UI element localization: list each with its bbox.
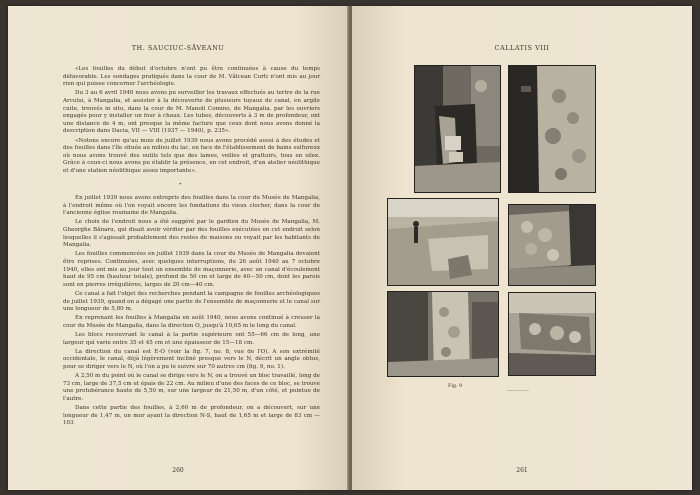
page-number: 261 — [516, 467, 528, 474]
right-page — [352, 6, 692, 490]
paragraph: Les blocs recouvrant le canal à la partie supérieure ont 55—66 cm de long, une largeur qui varie entre 35 et 45 cm et une épaisseur de 15—18 cm. — [63, 332, 320, 346]
excavation-photo-1 — [414, 65, 501, 193]
paragraph: Du 3 au 6 avril 1940 nous avons pu surveiller les travaux effectués au tertre de la rue Arcului, à Mangalia, et assister à la découverte de plusieurs tuyaux de canal, en argile cuite, trouvés in situ, dans la cour de M. Manoli Comino, de Mangalia, par les ouvriers engagés pour y installer un four à chaux. Les tubes, découverts à 3 m de profondeur, ont une distance de 4 m, ont presque la même facture que ceux dont nous avons donné la description dans Dacia, VII — VIII (1937 — 1940), p. 235». — [63, 90, 320, 135]
excavation-photo-6 — [508, 292, 596, 376]
paragraph: En juillet 1939 nous avons entrepris des fouilles dans la cour du Musée de Mangalia, à l'endroit même où l'on voyait encore les fondations du vieux clocher, dans la cour de l'ancienne église roumaine de Mangalia. — [63, 195, 320, 217]
left-page — [8, 6, 348, 490]
paragraph: La direction du canal est E-O (voir la fig. 7, no. 8, vue de l'O). A son extrémité occidentale, le canal, déjà légèrement incliné presque vers le N, décrit un angle obtus, pour se diriger vers le N, où l'on a pu le suivre sur 70 autres cm (fig. 9, no. 1). — [63, 348, 320, 371]
text-block-top — [63, 66, 320, 177]
excavation-photo-4 — [508, 204, 596, 286]
text-block-bottom — [63, 195, 320, 430]
paragraph: Ce canal a fait l'objet des recherches pendant la campagne de fouilles archéologiques de juillet 1939, quand on a dégagé une partie de l'ensemble de maçonnerie et le canal sur une longueur de 5,80 m. — [63, 290, 320, 313]
excavation-photo-5 — [387, 291, 499, 377]
page-number: 260 — [172, 467, 184, 474]
paragraph: «Notons encore qu'au mois de juillet 1939 nous avons procédé aussi à des études et des fouilles dans l'île située au milieu du lac, en face de l'établissement de bains sulfureux où nous avons trouvé des outils tels que des lames, veilles et grattoirs, tous en silex. Grâce à ceux-ci nous avons pu établir la présence, en cet endroit, d'un atelier néolithique et d'une station néolithique assez importante». — [63, 137, 320, 174]
paragraph: Le choix de l'endroit nous a été suggéré par le gardien du Musée de Mangalia, M. Gheorghe Bănaru, qui disait avoir vérifier par des fouilles exécutées en cet endroit selon lesquelles il s'agissait probablement des restes de maisons ou voyait par les habitants de Mangalia. — [63, 219, 320, 249]
paragraph: Les fouilles commencées en juillet 1939 dans la cour du Musée de Mangalia devaient être reprises. Continuées, avec quelques interruptions, du 26 août 1940 au 7 octobre 1940, elles ont mis au jour tout un ensemble de maçonnerie, avec un canal d'écoulement haut de 95 cm (hauteur totale), profond de 50 cm et large de 40—50 cm, dont les parois sont en pierres irrégulières, larges de 20 cm—40 cm. — [63, 251, 320, 288]
excavation-photo-2 — [508, 65, 596, 193]
page-header: CALLATIS VIII — [494, 44, 550, 52]
paragraph: Dans cette partie des fouilles, à 2,60 m de profondeur, on a découvert, sur une longueur de 1,47 m, un mur ayant la direction N-S, haut de 1,65 m et large de 83 cm — 103 — [63, 405, 320, 427]
paragraph: A 2,50 m du point où le canal se dirige vers le N, on a trouvé un bloc travaillé, long de 73 cm, large de 37,5 cm et épais de 22 cm. Au milieu d'une des faces de ce bloc, se trouve une protubérance haute de 5,50 m, sur une largeur de 21,50 m, d'un côté, et pointue de l'autre. — [63, 373, 320, 402]
page-header: TH. SAUCIUC-SĂVEANU — [131, 44, 225, 52]
section-separator: * — [179, 182, 182, 188]
divider — [507, 390, 529, 391]
excavation-photo-3 — [387, 198, 499, 286]
paragraph: En reprenant les fouilles à Mangalia en août 1940, nous avons continué à creuser la cour du Musée de Mangalia, dans la direction O, jusqu'à 10,65 m le long du canal. — [63, 315, 320, 329]
paragraph: «Les fouilles du début d'octobre n'ont pu être continuées à cause du temps défavorable. Les sondages pratiqués dans la cour de M. Vălcean Curti n'ont mis au jour rien qui puisse concerner l'archéologie. — [63, 66, 320, 88]
figure-caption: Fig. 9 — [448, 384, 463, 389]
